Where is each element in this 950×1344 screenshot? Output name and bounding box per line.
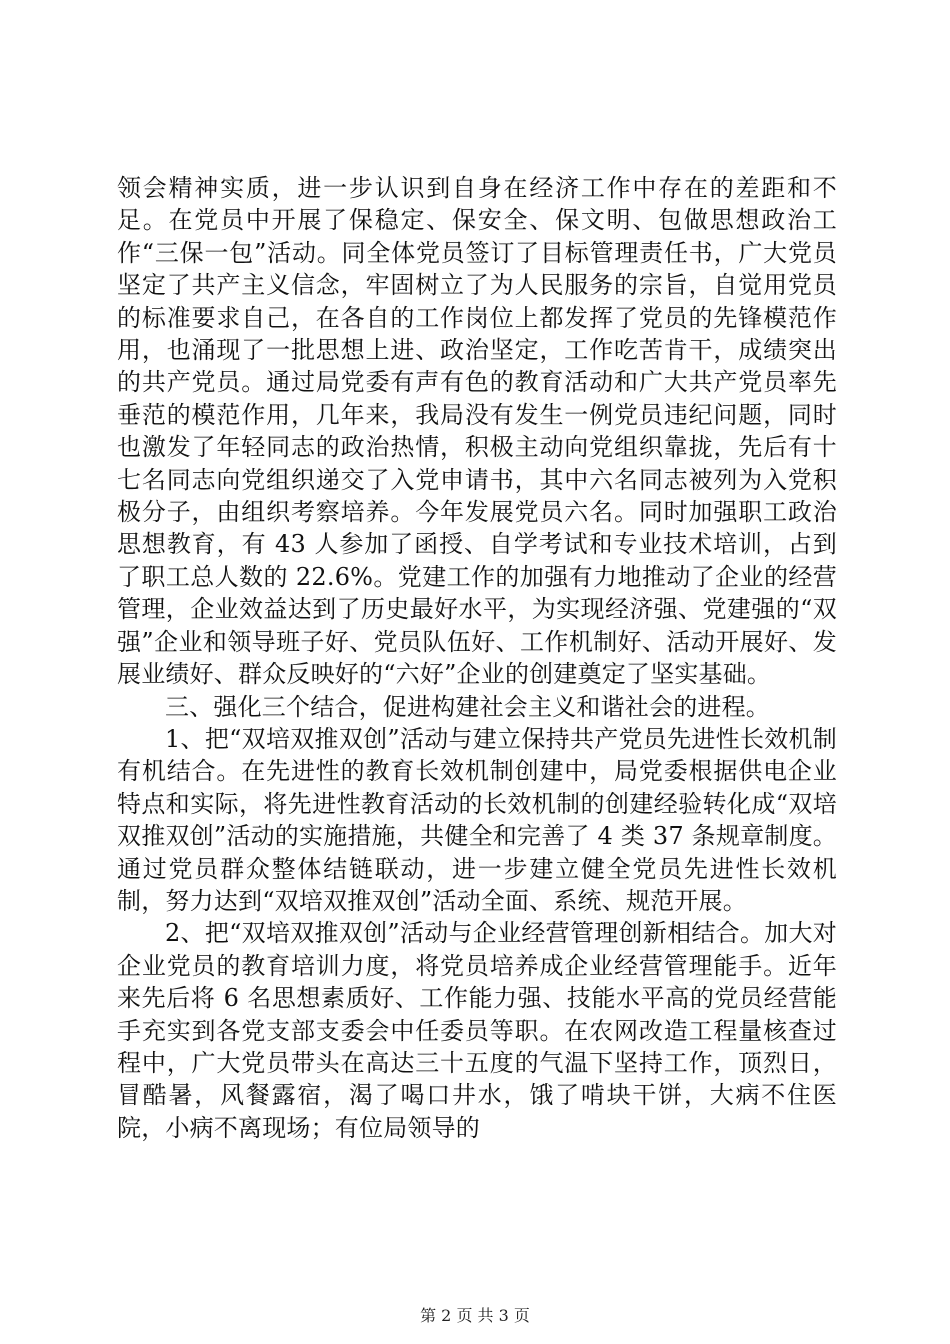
paragraph-item-1: 1、把“双培双推双创”活动与建立保持共产党员先进性长效机制有机结合。在先进性的教育长效机制创建中，局党委根据供电企业特点和实际，将先进性教育活动的长效机制的创建经验转化成“双培双推双创”活动的实施措施，共健全和完善了 4 类 37 条规章制度。通过党员群众整体结链联动，进一步建立健全党员先进性长效机制，努力达到“双培双推双创”活动全面、系统、规范开展。 (117, 724, 837, 915)
document-body (117, 172, 837, 1144)
section-heading: 三、强化三个结合，促进构建社会主义和谐社会的进程。 (165, 692, 770, 721)
page-footer: 第 2 页 共 3 页 (420, 1306, 530, 1325)
paragraph-continuation: 领会精神实质，进一步认识到自身在经济工作中存在的差距和不足。在党员中开展了保稳定、保安全、保文明、包做思想政治工作“三保一包”活动。同全体党员签订了目标管理责任书，广大党员坚定了共产主义信念，牢固树立了为人民服务的宗旨，自觉用党员的标准要求自己，在各自的工作岗位上都发挥了党员的先锋模范作用，也涌现了一批思想上进、政治坚定，工作吃苦肯干，成绩突出的共产党员。通过局党委有声有色的教育活动和广大共产党员率先垂范的模范作用，几年来，我局没有发生一例党员违纪问题，同时也激发了年轻同志的政治热情，积极主动向党组织靠拢，先后有十七名同志向党组织递交了入党申请书，其中六名同志被列为入党积极分子，由组织考察培养。今年发展党员六名。同时加强职工政治思想教育，有 43 人参加了函授、自学考试和专业技术培训，占到了职工总人数的 22.6%。党建工作的加强有力地推动了企业的经营管理，企业效益达到了历史最好水平，为实现经济强、党建强的“双强”企业和领导班子好、党员队伍好、工作机制好、活动开展好、发展业绩好、群众反映好的“六好”企业的创建奠定了坚实基础。 (117, 174, 837, 689)
paragraph-item-2: 2、把“双培双推双创”活动与企业经营管理创新相结合。加大对企业党员的教育培训力度，将党员培养成企业经营管理能手。近年来先后将 6 名思想素质好、工作能力强、技能水平高的党员经营能手充实到各党支部支委会中任委员等职。在农网改造工程量核查过程中，广大党员带头在高达三十五度的气温下坚持工作，顶烈日，冒酷暑，风餐露宿，渴了喝口井水，饿了啃块干饼，大病不住医院，小病不离现场；有位局领导的 (117, 919, 837, 1142)
